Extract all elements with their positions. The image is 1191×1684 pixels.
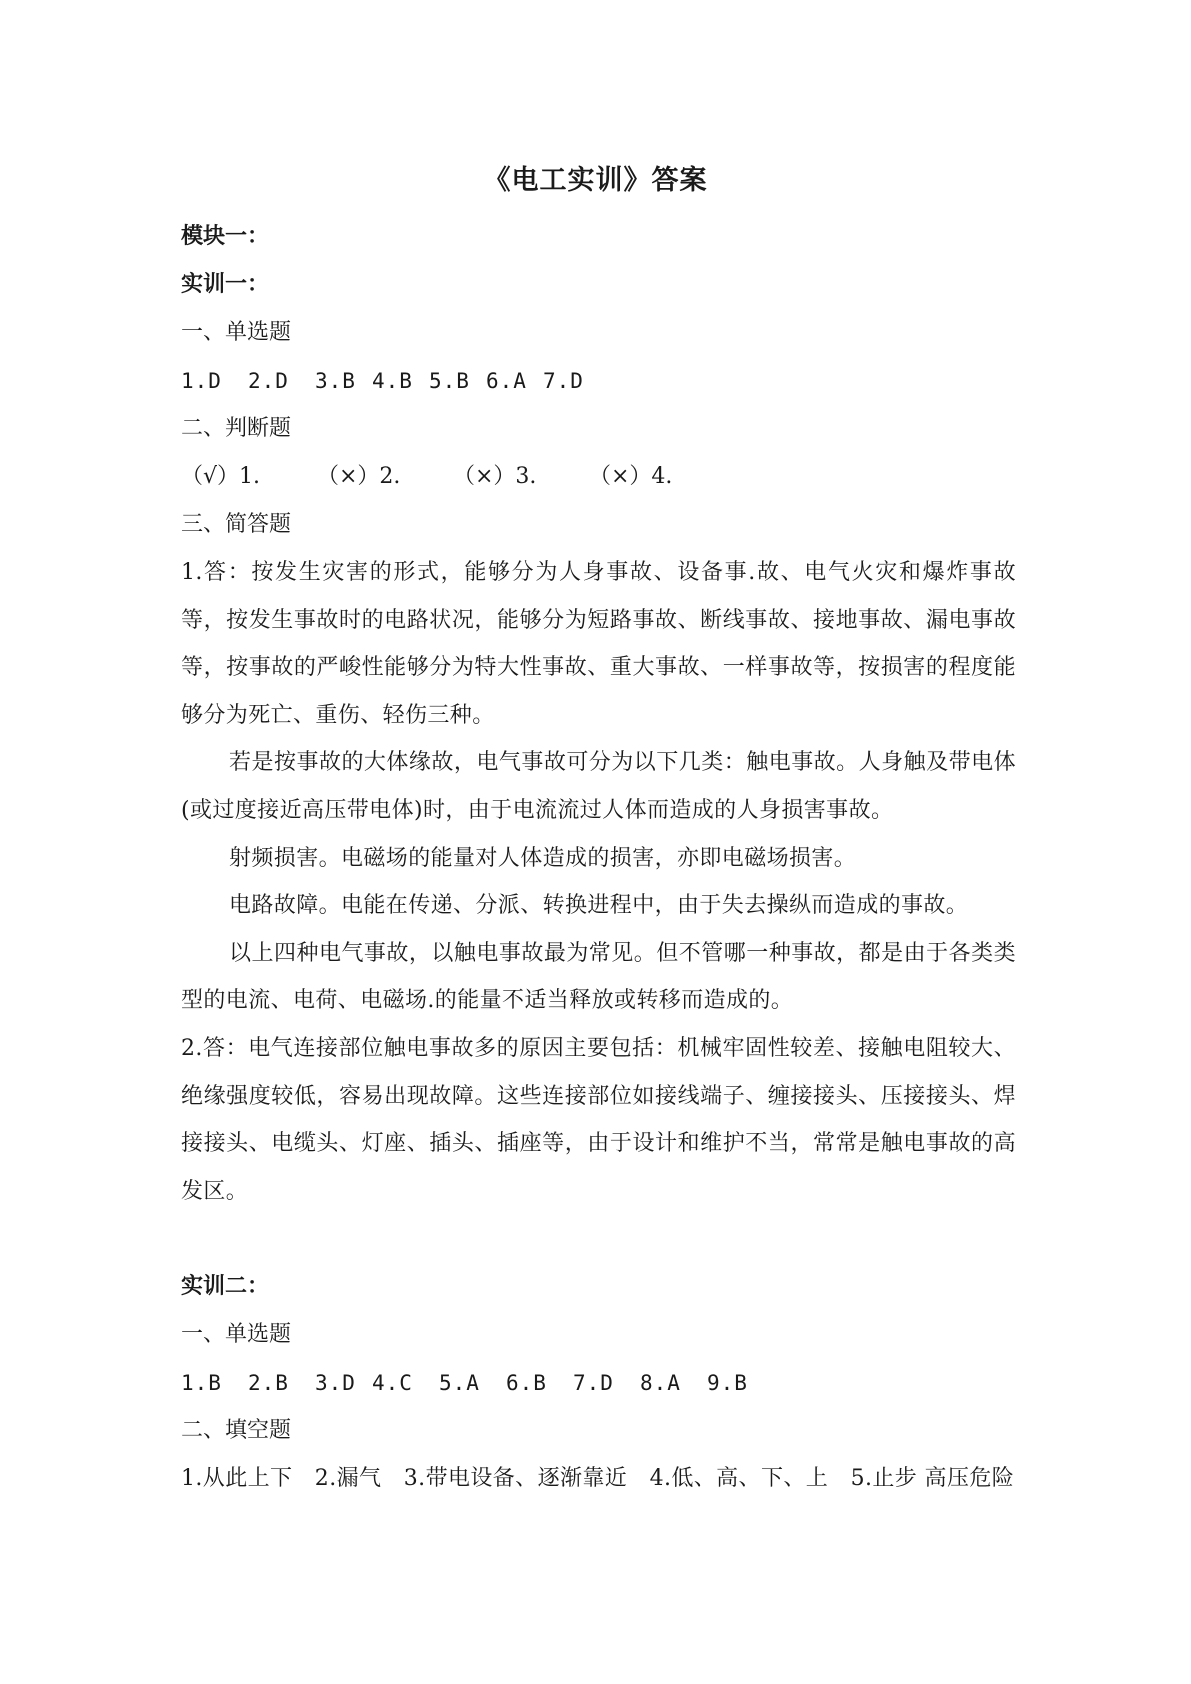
answer-paragraph: 射频损害。电磁场的能量对人体造成的损害，亦即电磁场损害。	[229, 845, 857, 871]
answer-item: 3.B	[315, 369, 356, 393]
t1-single-choice-heading: 一、单选题	[181, 320, 292, 345]
spacer	[181, 1215, 1016, 1263]
answer-item: 6.B	[506, 1371, 547, 1396]
answer-paragraph: 电路故障。电能在传递、分派、转换进程中，由于失去操纵而造成的事故。	[229, 893, 969, 919]
t2-single-choice-answers	[181, 1359, 1016, 1407]
t1-single-choice-answers	[181, 357, 1016, 405]
module-heading: 模块一：	[181, 224, 270, 249]
fill-blank-answers: 1.从此上下 2.漏气 3.带电设备、逐渐靠近 4.低、高、下、上 5.止步 高压危险	[181, 1466, 1015, 1492]
answer-item: 2.D	[248, 369, 289, 393]
answer-item: （×）2.	[317, 464, 401, 489]
answer-paragraph: 以上四种电气事故，以触电事故最为常见。但不管哪一种事故，都是由于各类类型的电流、电荷、电磁场.的能量不适当释放或转移而造成的。	[181, 940, 1016, 1014]
t1-short-answer-heading: 三、简答题	[181, 512, 292, 537]
answer-item: 1.B	[181, 1371, 222, 1396]
answer-item: 4.B	[372, 369, 413, 393]
answer-paragraph: 1.答：按发生灾害的形式，能够分为人身事故、设备事.故、电气火灾和爆炸事故等，按发生事故时的电路状况，能够分为短路事故、断线事故、接地事故、漏电事故等，按事故的严峻性能够分为特大性事故、重大事故、一样事故等，按损害的程度能够分为死亡、重伤、轻伤三种。	[181, 560, 1016, 728]
answer-item: 7.D	[573, 1371, 614, 1396]
page-title: 《电工实训》答案	[483, 165, 708, 196]
training-2-heading: 实训二：	[181, 1274, 270, 1300]
answer-item: 6.A	[486, 369, 527, 393]
answer-item: 9.B	[707, 1371, 748, 1396]
training-1-heading: 实训一：	[181, 272, 270, 297]
t1-true-false-answers	[181, 453, 1016, 501]
answer-item: （×）3.	[453, 464, 537, 489]
answer-item: （×）4.	[589, 464, 673, 489]
t1-true-false-heading: 二、判断题	[181, 416, 292, 441]
answer-paragraph: 2.答：电气连接部位触电事故多的原因主要包括：机械牢固性较差、接触电阻较大、绝缘强度较低，容易出现故障。这些连接部位如接线端子、缠接接头、压接接头、焊接接头、电缆头、灯座、插头、插座等，由于设计和维护不当，常常是触电事故的高发区。	[181, 1035, 1016, 1204]
t2-fill-blank-heading: 二、填空题	[181, 1418, 292, 1444]
answer-item: 4.C	[372, 1371, 413, 1396]
answer-item: 5.B	[429, 369, 470, 393]
answer-item: （√）1.	[181, 464, 261, 489]
answer-paragraph: 若是按事故的大体缘故，电气事故可分为以下几类：触电事故。人身触及带电体(或过度接近高压带电体)时，由于电流流过人体而造成的人身损害事故。	[181, 750, 1016, 823]
answer-item: 5.A	[439, 1371, 480, 1396]
document-body	[181, 213, 1016, 1503]
answer-item: 3.D	[315, 1371, 356, 1396]
answer-item: 2.B	[248, 1371, 289, 1396]
answer-item: 8.A	[640, 1371, 681, 1396]
answer-item: 7.D	[543, 369, 584, 393]
answer-item: 1.D	[181, 369, 222, 393]
t2-single-choice-heading: 一、单选题	[181, 1322, 292, 1348]
